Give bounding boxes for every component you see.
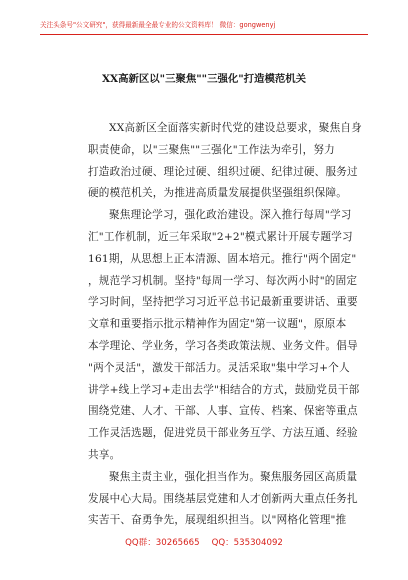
- body-line: ，规范学习机制。坚持"每周一学习、每次两小时"的固定: [88, 274, 358, 287]
- body-line: 硬的模范机关，为推进高质量发展提供坚强组织保障。: [88, 187, 348, 200]
- body-line: "两个灵活"，激发干部活力。灵活采取"集中学习+个人: [88, 361, 350, 374]
- document-body: [88, 118, 362, 532]
- body-line: 学习时间，坚持把学习习近平总书记最新重要讲话、重要: [88, 296, 358, 309]
- footer-qq: QQ：535304092: [211, 538, 283, 548]
- body-line: 讲学+线上学习+走出去学"相结合的方式，鼓励党员干部: [88, 383, 360, 396]
- body-line: 发展中心大局。围绕基层党建和人才创新两大重点任务扎: [88, 492, 358, 505]
- document-title: XX高新区以"三聚焦""三强化"打造模范机关: [101, 73, 307, 85]
- header-banner: 关注头条号"公文研究"，获得最新最全最专业的公文资料库！ 微信：gongwenyj: [40, 21, 276, 29]
- body-line: 161期，从思想上正本清源、固本培元。推行"两个固定": [88, 252, 357, 265]
- footer-qq-group: QQ群：30265665: [125, 538, 200, 548]
- body-line: 职责使命，以"三聚焦""三强化"工作法为牵引，努力: [88, 143, 335, 156]
- footer-contact: [0, 537, 408, 549]
- body-line: 本学理论、学业务，学习各类政策法规、业务文件。倡导: [88, 339, 358, 352]
- body-line: 聚焦主责主业，强化担当作为。聚焦服务园区高质量: [109, 470, 358, 483]
- body-line: XX高新区全面落实新时代党的建设总要求，聚焦自身: [109, 122, 362, 134]
- body-line: 汇"工作机制，近三年采取"2+2"模式累计开展专题学习: [88, 230, 353, 243]
- header-divider: [40, 34, 368, 35]
- body-line: 围绕党建、人才、干部、人事、宣传、档案、保密等重点: [88, 405, 358, 418]
- body-line: 打造政治过硬、理论过硬、组织过硬、纪律过硬、服务过: [88, 165, 358, 178]
- body-line: 工作灵活选题，促进党员干部业务互学、方法互通、经验: [88, 427, 358, 440]
- body-line: 聚焦理论学习，强化政治建设。深入推行每周"学习: [109, 209, 352, 222]
- body-line: 实苦干、奋勇争先，展现组织担当。以"网格化管理"推: [88, 514, 347, 527]
- body-line: 文章和重要指示批示精神作为固定"第一议题"，原原本: [88, 318, 347, 331]
- body-line: 共享。: [88, 448, 121, 461]
